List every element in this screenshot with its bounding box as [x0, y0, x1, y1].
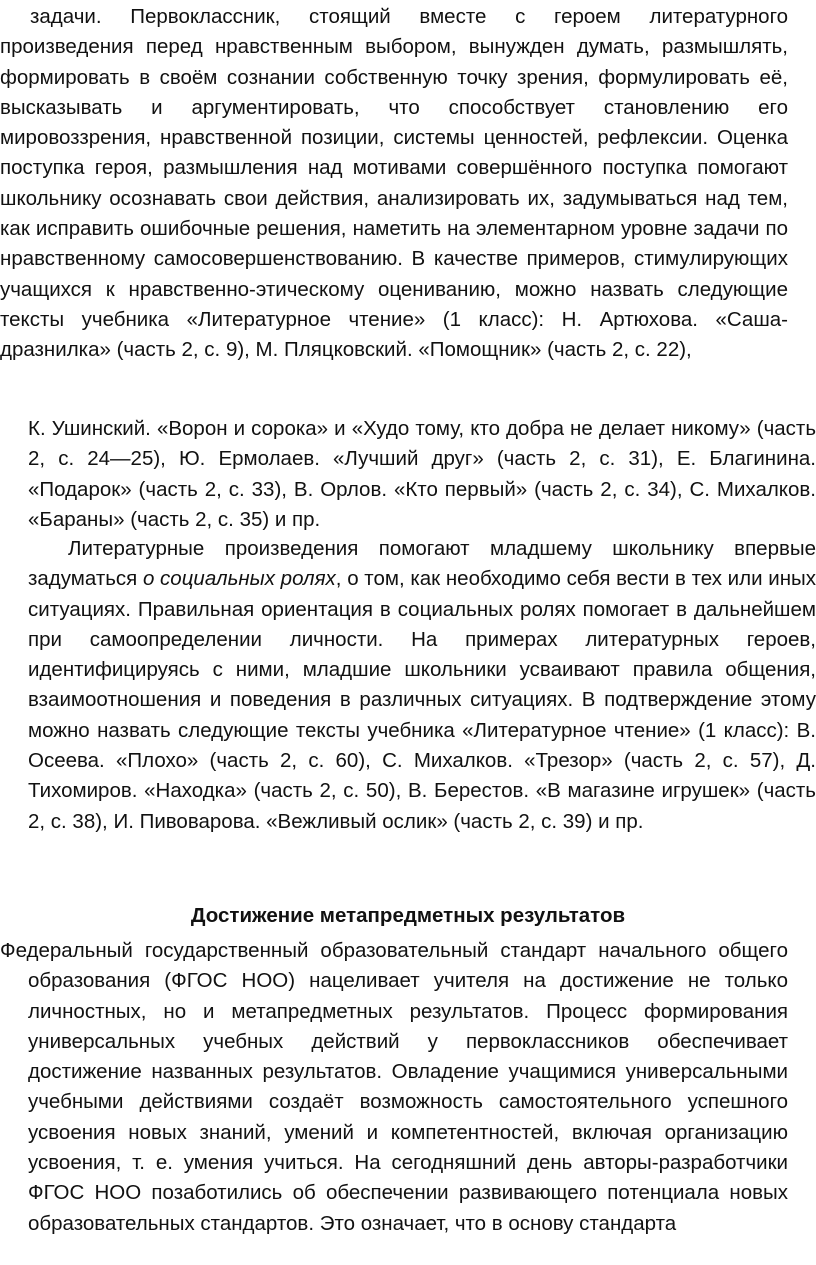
- paragraph-social-roles-rest: , о том, как необходимо себя вести в тех или иных ситуациях. Правильная ориентация в социальных ролях помогает в дальнейшем при самоопределении личности. На примерах литературных героев, идентифицируясь с ними, младшие школьники усваивают правила общения, взаимоотношения и поведения в различных ситуациях. В подтверждение этому можно назвать следующие тексты учебника «Литературное чтение» (1 класс): В. Осеева. «Плохо» (часть 2, с. 60), С. Михалков. «Трезор» (часть 2, с. 57), Д. Тихомиров. «Находка» (часть 2, с. 50), В. Берестов. «В магазине игрушек» (часть 2, с. 38), И. Пивоварова. «Вежливый ослик» (часть 2, с. 39) и пр.: [28, 567, 816, 833]
- paragraph-moral-choice: задачи. Первоклассник, стоящий вместе с героем литературного произведения перед нравственным выбором, вынужден думать, размышлять, формировать в своём сознании собственную точку зрения, формулировать её, высказывать и аргументировать, что способствует становлению его мировоззрения, нравственной позиции, системы ценностей, рефлексии. Оценка поступка героя, размышления над мотивами совершённого поступка помогают школьнику осознавать свои действия, анализировать их, задумываться над тем, как исправить ошибочные решения, наметить на элементарном уровне задачи по нравственному самосовершенствованию. В качестве примеров, стимулирующих учащихся к нравственно-этическому оцениванию, можно назвать следующие тексты учебника «Литературное чтение» (1 класс): Н. Артюхова. «Саша-дразнилка» (часть 2, с. 9), М. Пляцковский. «Помощник» (часть 2, с. 22),: [0, 5, 788, 362]
- paragraph-social-roles: [28, 534, 816, 837]
- section-heading: Достижение метапредметных результатов: [190, 904, 626, 927]
- social-roles-emphasis: о социальных ролях: [142, 567, 336, 591]
- paragraph-fgos: Федеральный государственный образовательный стандарт начального общего образования (ФГОС НОО) нацеливает учителя на достижение не только личностных, но и метапредметных результатов. Процесс формирования универсальных учебных действий у первоклассников обеспечивает достижение названных результатов. Овладение учащимися универсальными учебными действиями создаёт возможность самостоятельного успешного усвоения новых знаний, умений и компетентностей, включая организацию усвоения, т. е. умения учиться. На сегодняшний день авторы-разработчики ФГОС НОО позаботились об обеспечении развивающего потенциала новых образовательных стандартов. Это означает, что в основу стандарта: [0, 939, 788, 1235]
- paragraph-text-examples: К. Ушинский. «Ворон и сорока» и «Худо тому, кто добра не делает никому» (часть 2, с. 24—25), Ю. Ермолаев. «Лучший друг» (часть 2, с. 31), Е. Благинина. «Подарок» (часть 2, с. 33), В. Орлов. «Кто первый» (часть 2, с. 34), С. Михалков. «Бараны» (часть 2, с. 35) и пр.: [28, 417, 816, 531]
- paragraph-social-roles-lead: Литературные произведения помогают младшему школьнику впервые задуматься: [28, 537, 816, 591]
